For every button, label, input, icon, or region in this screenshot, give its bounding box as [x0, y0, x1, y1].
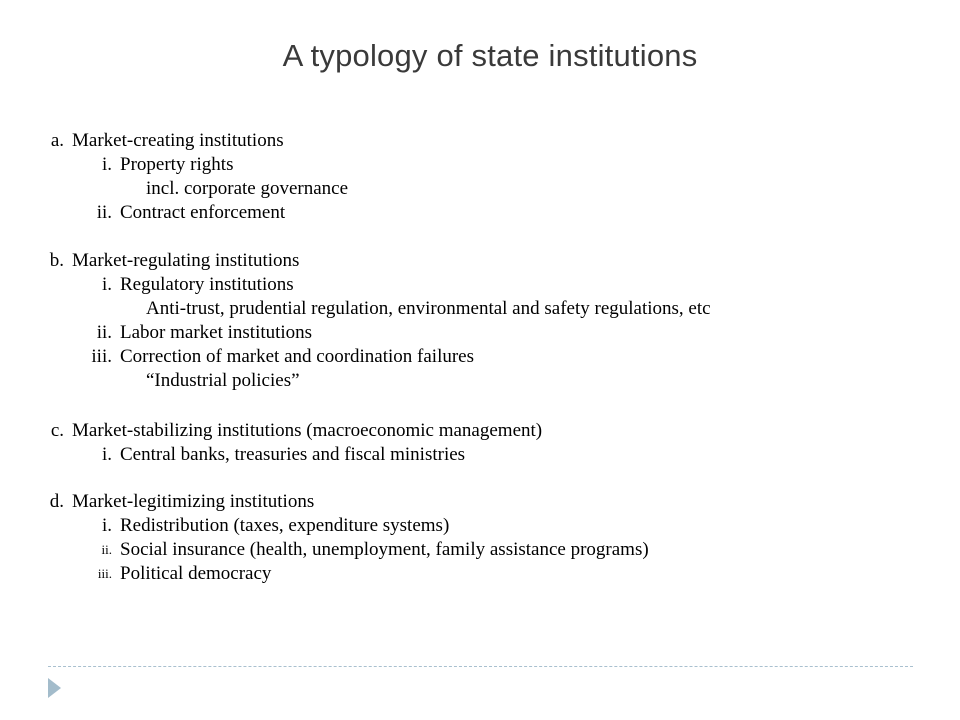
outline-marker: ii.	[101, 542, 112, 557]
outline-text: Correction of market and coordination failures	[120, 346, 475, 367]
outline-text: Anti-trust, prudential regulation, environmental and safety regulations, etc	[146, 298, 711, 319]
outline-text: Market-regulating institutions	[72, 250, 300, 271]
outline-marker: i.	[101, 444, 112, 465]
outline-marker: i.	[101, 154, 112, 175]
outline-text: incl. corporate governance	[146, 178, 349, 199]
outline-text: Market-legitimizing institutions	[72, 491, 315, 512]
slide-title: A typology of state institutions	[282, 38, 698, 73]
outline-text: Market-creating institutions	[72, 130, 284, 151]
outline-text: Market-stabilizing institutions (macroeconomic management)	[72, 420, 543, 441]
outline-marker: c.	[50, 420, 64, 441]
triangle-right-icon	[48, 678, 61, 698]
outline-text: “Industrial policies”	[146, 370, 300, 391]
outline-marker: ii.	[96, 202, 112, 223]
outline-marker: iii.	[91, 346, 112, 367]
outline-marker: i.	[101, 515, 112, 536]
outline-text: Labor market institutions	[120, 322, 313, 343]
outline-marker: a.	[50, 130, 64, 151]
outline-text: Political democracy	[120, 563, 272, 584]
outline-marker: ii.	[96, 322, 112, 343]
outline-marker: b.	[49, 250, 64, 271]
outline-text: Social insurance (health, unemployment, family assistance programs)	[120, 539, 649, 560]
outline-text: Regulatory institutions	[120, 274, 294, 295]
outline-marker: d.	[49, 491, 64, 512]
outline-text: Contract enforcement	[120, 202, 286, 223]
outline-text: Redistribution (taxes, expenditure systems)	[120, 515, 450, 536]
outline-marker: i.	[101, 274, 112, 295]
outline-text: Property rights	[120, 154, 234, 175]
outline-marker: iii.	[97, 566, 112, 581]
outline-text: Central banks, treasuries and fiscal ministries	[120, 444, 466, 465]
footer-divider	[48, 666, 913, 667]
